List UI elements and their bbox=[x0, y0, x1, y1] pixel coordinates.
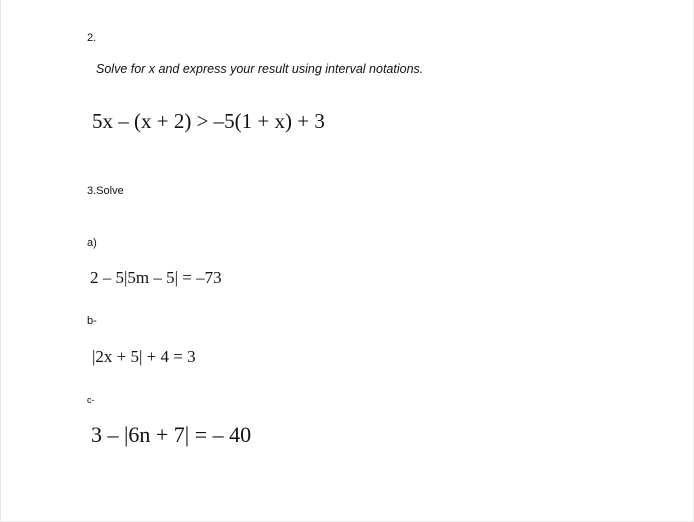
part-c-label: c- bbox=[87, 395, 95, 405]
part-b-label: b- bbox=[87, 315, 97, 327]
problem-2-instruction: Solve for x and express your result using interval notations. bbox=[96, 62, 424, 76]
problem-2-equation: 5x – (x + 2) > –5(1 + x) + 3 bbox=[92, 109, 325, 133]
part-b-equation: |2x + 5| + 4 = 3 bbox=[92, 347, 196, 366]
part-a-label: a) bbox=[87, 237, 97, 249]
part-a-equation: 2 – 5|5m – 5| = –73 bbox=[90, 268, 222, 287]
problem-2-number: 2. bbox=[87, 32, 97, 44]
part-c-equation: 3 – |6n + 7| = – 40 bbox=[91, 422, 252, 447]
problem-3-heading: 3.Solve bbox=[87, 185, 124, 197]
